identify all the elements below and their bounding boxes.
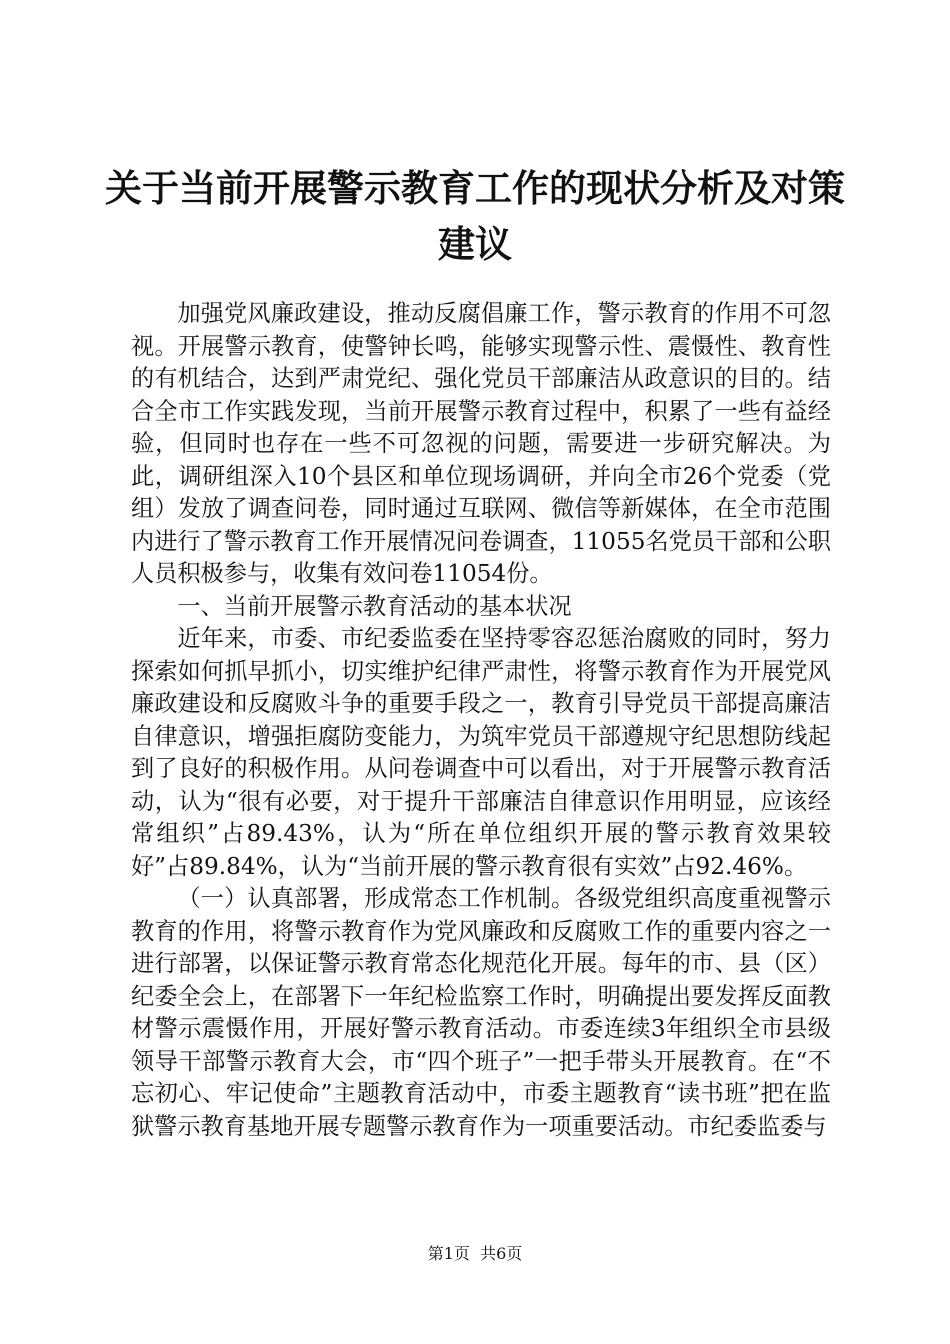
paragraph-intro: 加强党风廉政建设，推动反腐倡廉工作，警示教育的作用不可忽视。开展警示教育，使警钟长鸣，能够实现警示性、震慑性、教育性的有机结合，达到严肃党纪、强化党员干部廉洁从政意识的目的。结合全市工作实践发现，当前开展警示教育过程中，积累了一些有益经验，但同时也存在一些不可忽视的问题，需要进一步研究解决。为此，调研组深入10个县区和单位现场调研，并向全市26个党委（党组）发放了调查问卷，同时通过互联网、微信等新媒体，在全市范围内进行了警示教育工作开展情况问卷调查，11055名党员干部和公职人员积极参与，收集有效问卷11054份。 [131, 300, 831, 587]
paragraph-subsection-1: （一）认真部署，形成常态工作机制。各级党组织高度重视警示教育的作用，将警示教育作为党风廉政和反腐败工作的重要内容之一进行部署，以保证警示教育常态化规范化开展。每年的市、县（区）纪委全会上，在部署下一年纪检监察工作时，明确提出要发挥反面教材警示震慑作用，开展好警示教育活动。市委连续3年组织全市县级领导干部警示教育大会，市“四个班子”一把手带头开展教育。在“不忘初心、牢记使命”主题教育活动中，市委主题教育“读书班”把在监狱警示教育基地开展专题警示教育作为一项重要活动。市纪委监委与 [131, 885, 831, 1140]
page-number-label: 第1页 共6页 [427, 1244, 523, 1263]
paragraph-status: 近年来，市委、市纪委监委在坚持零容忍惩治腐败的同时，努力探索如何抓早抓小，切实维护纪律严肃性，将警示教育作为开展党风廉政建设和反腐败斗争的重要手段之一，教育引导党员干部提高廉洁自律意识，增强拒腐防变能力，为筑牢党员干部遵规守纪思想防线起到了良好的积极作用。从问卷调查中可以看出，对于开展警示教育活动，认为“很有必要，对于提升干部廉洁自律意识作用明显，应该经常组织”占89.43%，认为“所在单位组织开展的警示教育效果较好”占89.84%，认为“当前开展的警示教育很有实效”占92.46%。 [131, 625, 831, 880]
section-heading-1: 一、当前开展警示教育活动的基本状况 [177, 592, 572, 620]
page-footer [0, 1243, 950, 1265]
document-title: 关于当前开展警示教育工作的现状分析及对策建议 [105, 166, 845, 266]
document-body [131, 298, 831, 1143]
